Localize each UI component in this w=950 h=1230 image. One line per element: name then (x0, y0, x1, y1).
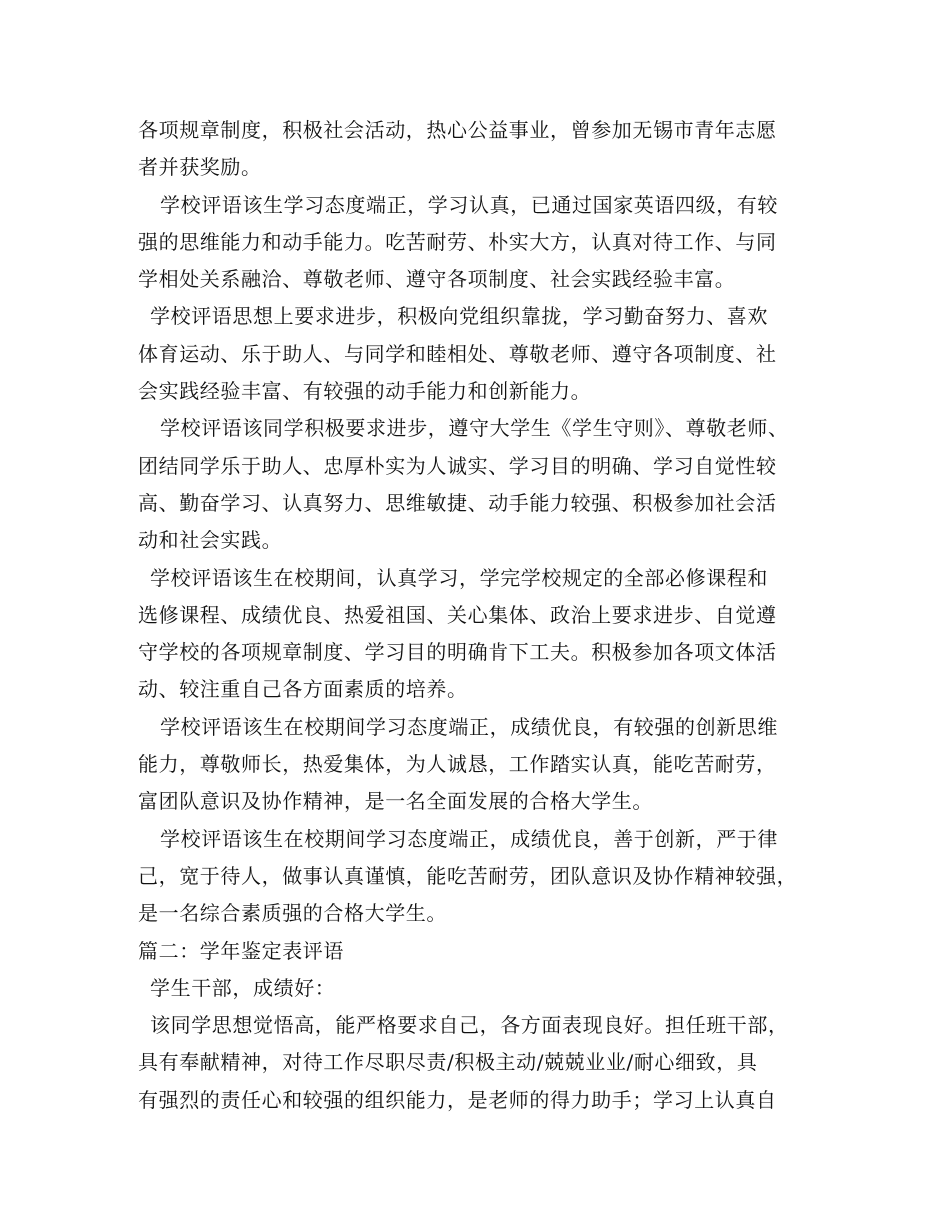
text-line: 学相处关系融洽、尊敬老师、遵守各项制度、社会实践经验丰富。 (138, 267, 736, 292)
paragraph-start-line: 学校评语该同学积极要求进步，遵守大学生《学生守则》、尊敬老师、 (160, 416, 789, 441)
text-line: 会实践经验丰富、有较强的动手能力和创新能力。 (138, 379, 592, 404)
paragraph-start-line: 学校评语该生在校期间学习态度端正，成绩优良，有较强的创新思维 (160, 714, 778, 739)
text-line: 具有奉献精神，对待工作尽职尽责/积极主动/兢兢业业/耐心细致，具 (138, 1050, 758, 1075)
section-heading: 篇二：学年鉴定表评语 (138, 938, 344, 963)
document-body (138, 112, 838, 1119)
text-line: 高、勤奋学习、认真努力、思维敏捷、动手能力较强、积极参加社会活 (138, 490, 777, 515)
text-line: 团结同学乐于助人、忠厚朴实为人诚实、学习目的明确、学习自觉性较 (138, 453, 777, 478)
text-line: 己，宽于待人，做事认真谨慎，能吃苦耐劳，团队意识及协作精神较强， (138, 863, 798, 888)
text-line: 有强烈的责任心和较强的组织能力，是老师的得力助手；学习上认真自 (138, 1087, 777, 1112)
subheading-line: 学生干部，成绩好： (150, 975, 336, 1000)
paragraph-start-line: 学校评语该生学习态度端正，学习认真，已通过国家英语四级，有较 (160, 192, 778, 217)
text-line: 动、较注重自己各方面素质的培养。 (138, 677, 468, 702)
text-line: 者并获奖励。 (138, 155, 262, 180)
text-line: 体育运动、乐于助人、与同学和睦相处、尊敬老师、遵守各项制度、社 (138, 341, 777, 366)
text-line: 守学校的各项规章制度、学习目的明确肯下工夫。积极参加各项文体活 (138, 640, 777, 665)
text-line: 是一名综合素质强的合格大学生。 (138, 901, 447, 926)
paragraph-start-line: 学校评语该生在校期间，认真学习，学完学校规定的全部必修课程和 (150, 565, 768, 590)
paragraph-start-line: 学校评语思想上要求进步，积极向党组织靠拢，学习勤奋努力、喜欢 (150, 304, 768, 329)
text-line: 选修课程、成绩优良、热爱祖国、关心集体、政治上要求进步、自觉遵 (138, 602, 777, 627)
text-line: 富团队意识及协作精神，是一名全面发展的合格大学生。 (138, 789, 653, 814)
text-line: 能力，尊敬师长，热爱集体，为人诚恳，工作踏实认真，能吃苦耐劳， (138, 752, 777, 777)
text-line: 动和社会实践。 (138, 528, 283, 553)
text-line: 强的思维能力和动手能力。吃苦耐劳、朴实大方，认真对待工作、与同 (138, 229, 777, 254)
text-line: 各项规章制度，积极社会活动，热心公益事业，曾参加无锡市青年志愿 (138, 118, 777, 142)
paragraph-start-line: 学校评语该生在校期间学习态度端正，成绩优良，善于创新，严于律 (160, 826, 778, 851)
paragraph-start-line: 该同学思想觉悟高，能严格要求自己，各方面表现良好。担任班干部， (150, 1013, 789, 1038)
